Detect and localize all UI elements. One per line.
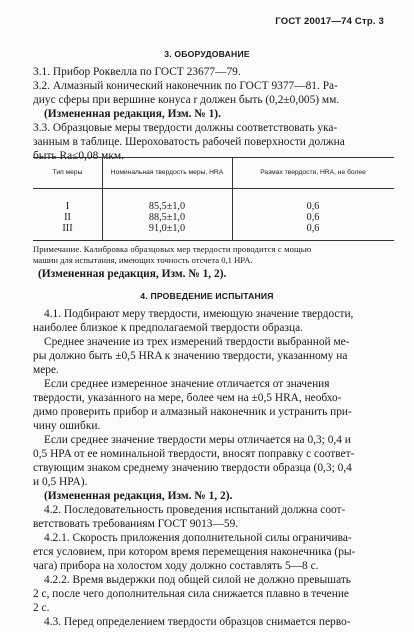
section-4-line: Среднее значение из трех измерений твердости выбранной ме- xyxy=(44,336,350,348)
paragraph-3-2-line-2: диус сферы при вершине конуса r должен быть (0,2±0,005) мм. xyxy=(33,94,340,106)
section-4-line: Если среднее измеренное значение отличается от значения xyxy=(44,378,330,390)
table-header-nominal: Номинальная твердость меры, HRA xyxy=(110,169,224,176)
paragraph-3-2-line-1: 3.2. Алмазный конический наконечник по ГОСТ 9377—81. Ра- xyxy=(33,80,338,92)
section-4-line: 4.3. Перед определением твердости образцов снимается перво- xyxy=(44,616,351,628)
paragraph-3-3-line-1: 3.3. Образцовые меры твердости должны соответствовать ука- xyxy=(33,122,338,134)
table-cell: 91,0±1,0 xyxy=(148,223,186,234)
table-header-range: Размах твердости, HRA, не более xyxy=(260,169,366,176)
section-4-line: Если среднее значение твердости меры отличается на 0,3; 0,4 и xyxy=(44,434,351,446)
table-cell: I xyxy=(65,201,70,212)
section-4-line: 2 с. xyxy=(33,602,50,614)
page-header: ГОСТ 20017—74 Стр. 3 xyxy=(275,16,384,27)
section-4-line: наиболее близкое к предполагаемой твердости образца. xyxy=(33,322,303,334)
section-4-line: твердости, указанного на мере, более чем на ±0,5 HRA, необхо- xyxy=(33,392,342,404)
hardness-table xyxy=(33,157,394,241)
section-4-line: ется условием, при котором время перемещения наконечника (ры- xyxy=(33,546,356,558)
section-4-line: 4.2. Последовательность проведения испытаний должна соот- xyxy=(44,504,346,516)
section-4-line: 2 с, после чего дополнительная сила снижается плавно в течение xyxy=(33,588,349,600)
section-4-line: ветствовать требованиям ГОСТ 9013—59. xyxy=(33,518,239,530)
table-cell: 85,5±1,0 xyxy=(148,201,186,212)
table-cell: 0,6 xyxy=(306,201,320,212)
table-note-line-2: машин для испытания, имеющих точность отсчета 0,1 HPA. xyxy=(33,255,253,265)
amendment-note-2: (Измененная редакция, Изм. № 1, 2). xyxy=(38,268,227,280)
table-cell: 88,5±1,0 xyxy=(148,212,186,223)
table-cell: III xyxy=(62,223,73,234)
section-4-line: мере. xyxy=(33,364,59,376)
amendment-note-1: (Измененная редакция, Изм. № 1). xyxy=(44,108,221,120)
table-header-type: Тип меры xyxy=(52,169,83,176)
section-4-title: 4. ПРОВЕДЕНИЕ ИСПЫТАНИЯ xyxy=(140,291,274,301)
section-4-line: ры должно быть ±0,5 HRA к значению твердости, указанному на xyxy=(33,350,348,362)
table-note-line-1: Примечание. Калибровка образцовых мер твердости проводится с мощью xyxy=(33,244,312,254)
section-4-line: чага) прибора на холостом ходу должно составлять 5—8 с. xyxy=(33,560,319,572)
section-4-line: 4.2.1. Скорость приложения дополнительной силы ограничива- xyxy=(44,532,352,544)
paragraph-3-1: 3.1. Прибор Роквелла по ГОСТ 23677—79. xyxy=(33,66,241,78)
amendment-note-3: (Измененная редакция, Изм. № 1, 2). xyxy=(44,490,233,502)
section-4-line: 0,5 HPA от ее номинальной твердости, вносят поправку с соответ- xyxy=(33,448,355,460)
table-cell: 0,6 xyxy=(306,212,320,223)
section-4-line: и 0,5 HPA). xyxy=(33,476,88,488)
section-3-title: 3. ОБОРУДОВАНИЕ xyxy=(164,49,250,59)
table-cell: II xyxy=(64,212,71,223)
table-cell: 0,6 xyxy=(306,223,320,234)
section-4-line: ствующим знаком среднему значению твердости образца (0,3; 0,4 xyxy=(33,462,352,474)
paragraph-3-3-line-3: быть Ra≤0,08 мкм. xyxy=(33,150,124,162)
table-header-row xyxy=(33,158,394,189)
section-4-line: чину ошибки. xyxy=(33,420,101,432)
section-4-line: димо проверить прибор и алмазный наконечник и устранить при- xyxy=(33,406,352,418)
section-4-line: 4.2.2. Время выдержки под общей силой не должно превышать xyxy=(44,574,352,586)
section-4-line: 4.1. Подбирают меру твердости, имеющую значение твердости, xyxy=(44,308,354,320)
paragraph-3-3-line-2: занным в таблице. Шероховатость рабочей поверхности должна xyxy=(33,136,345,148)
